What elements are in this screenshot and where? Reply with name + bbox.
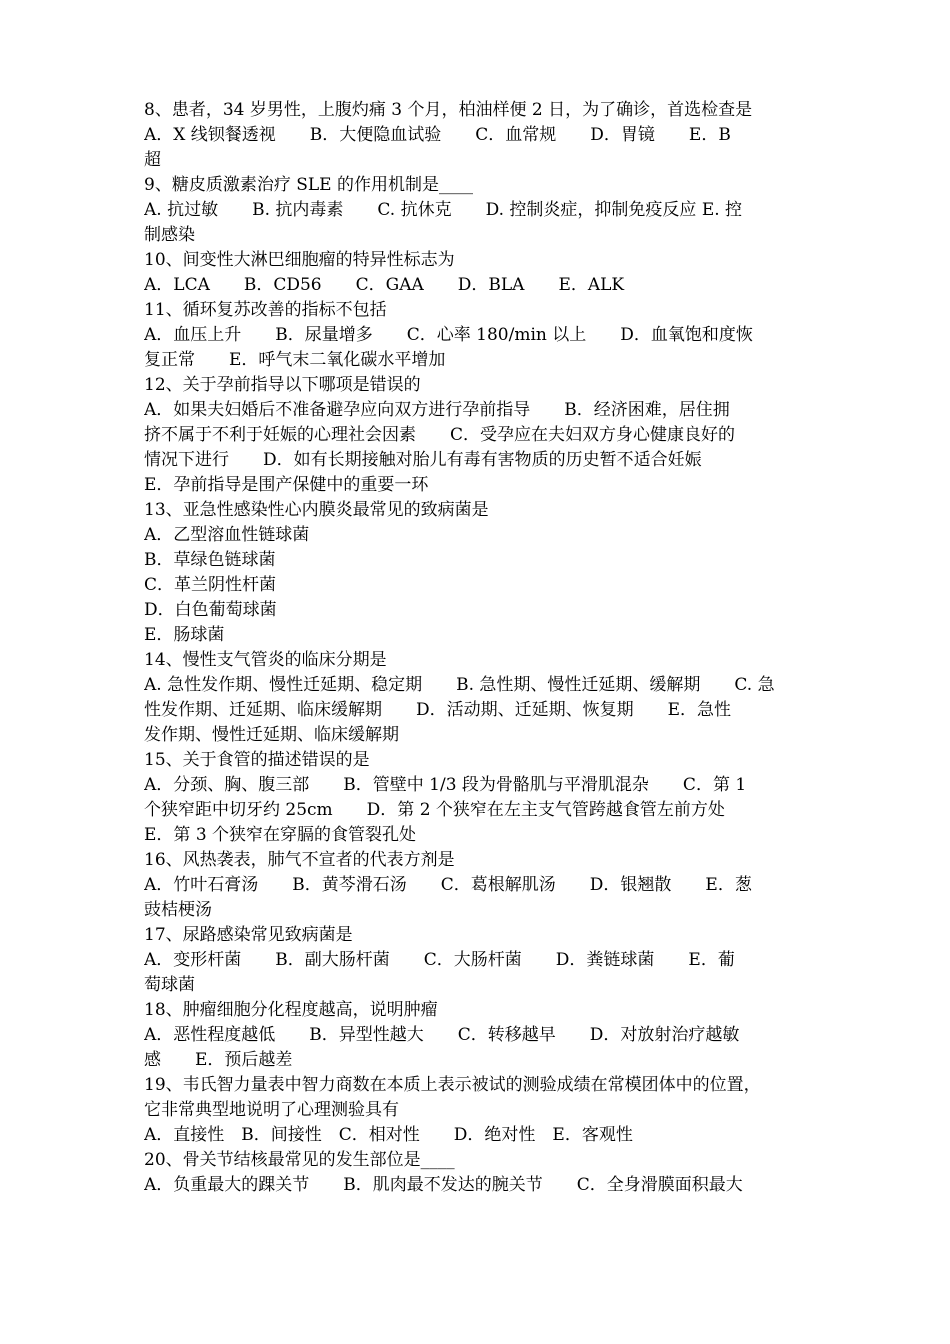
- text-line: A．如果夫妇婚后不准备避孕应向双方进行孕前指导 B．经济困难，居住拥: [144, 400, 730, 420]
- text-line: 性发作期、迁延期、临床缓解期 D．活动期、迁延期、恢复期 E．急性: [144, 700, 732, 720]
- text-line: A．X 线钡餐透视 B．大便隐血试验 C．血常规 D．胃镜 E．B: [144, 125, 731, 145]
- text-line: A．直接性 B．间接性 C．相对性 D．绝对性 E．客观性: [144, 1125, 633, 1145]
- text-line: 14、慢性支气管炎的临床分期是: [144, 650, 387, 670]
- text-line: A．分颈、胸、腹三部 B．管壁中 1/3 段为骨骼肌与平滑肌混杂 C．第 1: [144, 775, 747, 795]
- text-line: 它非常典型地说明了心理测验具有: [144, 1100, 399, 1120]
- text-line: A．恶性程度越低 B．异型性越大 C．转移越早 D．对放射治疗越敏: [144, 1025, 740, 1045]
- text-line: 挤不属于不利于妊娠的心理社会因素 C．受孕应在夫妇双方身心健康良好的: [144, 425, 736, 445]
- text-line: 18、肿瘤细胞分化程度越高，说明肿瘤: [144, 1000, 438, 1020]
- text-line: A．变形杆菌 B．副大肠杆菌 C．大肠杆菌 D．粪链球菌 E．葡: [144, 950, 735, 970]
- text-line: 发作期、慢性迁延期、临床缓解期: [144, 725, 399, 745]
- text-line: 个狭窄距中切牙约 25cm D．第 2 个狭窄在左主支气管跨越食管左前方处: [144, 800, 725, 820]
- document-body: [144, 98, 810, 1198]
- text-line: A．血压上升 B．尿量增多 C．心率 180/min 以上 D．血氧饱和度恢: [144, 325, 753, 345]
- text-line: D．白色葡萄球菌: [144, 600, 277, 620]
- text-line: 11、循环复苏改善的指标不包括: [144, 300, 387, 320]
- text-line: A. 抗过敏 B. 抗内毒素 C. 抗休克 D. 控制炎症，抑制免疫反应 E. 控: [144, 200, 743, 220]
- text-line: E．肠球菌: [144, 625, 225, 645]
- text-line: 16、风热袭表，肺气不宣者的代表方剂是: [144, 850, 455, 870]
- text-line: 8、患者，34 岁男性，上腹灼痛 3 个月，柏油样便 2 日，为了确诊，首选检查是: [144, 100, 753, 120]
- text-line: 12、关于孕前指导以下哪项是错误的: [144, 375, 421, 395]
- text-line: E．孕前指导是围产保健中的重要一环: [144, 475, 429, 495]
- text-line: C．革兰阴性杆菌: [144, 575, 277, 595]
- text-line: 9、糖皮质激素治疗 SLE 的作用机制是____: [144, 175, 473, 195]
- text-line: A．竹叶石膏汤 B．黄芩滑石汤 C．葛根解肌汤 D．银翘散 E．葱: [144, 875, 752, 895]
- text-line: 17、尿路感染常见致病菌是: [144, 925, 353, 945]
- text-line: E．第 3 个狭窄在穿膈的食管裂孔处: [144, 825, 417, 845]
- text-line: 20、骨关节结核最常见的发生部位是____: [144, 1150, 455, 1170]
- text-line: 13、亚急性感染性心内膜炎最常见的致病菌是: [144, 500, 489, 520]
- text-line: B．草绿色链球菌: [144, 550, 276, 570]
- text-line: 情况下进行 D．如有长期接触对胎儿有毒有害物质的历史暂不适合妊娠: [144, 450, 702, 470]
- text-line: 制感染: [144, 225, 195, 245]
- text-line: 19、韦氏智力量表中智力商数在本质上表示被试的测验成绩在常模团体中的位置，: [144, 1075, 761, 1095]
- text-line: 复正常 E．呼气末二氧化碳水平增加: [144, 350, 446, 370]
- text-line: A．LCA B．CD56 C．GAA D．BLA E．ALK: [144, 275, 625, 295]
- text-line: 感 E．预后越差: [144, 1050, 293, 1070]
- text-line: 豉桔梗汤: [144, 900, 212, 920]
- text-line: A．负重最大的踝关节 B．肌肉最不发达的腕关节 C．全身滑膜面积最大: [144, 1175, 743, 1195]
- text-line: A. 急性发作期、慢性迁延期、稳定期 B. 急性期、慢性迁延期、缓解期 C. 急: [144, 675, 775, 695]
- text-line: A．乙型溶血性链球菌: [144, 525, 310, 545]
- text-line: 超: [144, 150, 161, 170]
- text-line: 10、间变性大淋巴细胞瘤的特异性标志为: [144, 250, 455, 270]
- text-line: 15、关于食管的描述错误的是: [144, 750, 370, 770]
- text-line: 萄球菌: [144, 975, 195, 995]
